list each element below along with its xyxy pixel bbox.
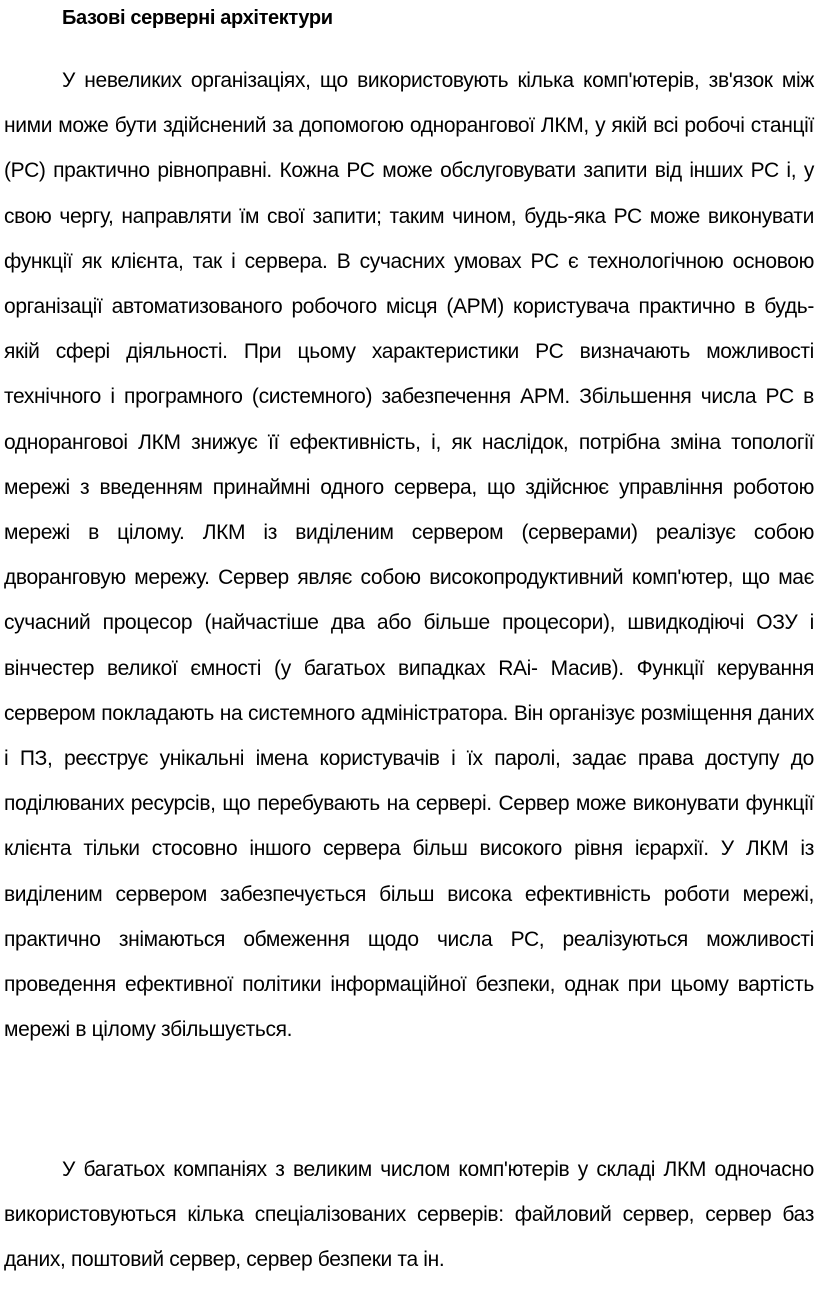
section-heading: Базові серверні архітектури [62,7,333,29]
body-paragraph: У багатьох компаніях з великим числом комп'ютерів у складі ЛКМ одночасно використовуються кілька спеціалізованих серверів: файловий сервер, сервер баз даних, поштовий сервер, сервер безпеки та ін. [4,1158,814,1272]
body-paragraph: У невеликих організаціях, що використовують кілька комп'ютерів, зв'язок між ними може бути здійснений за допомогою однорангової ЛКМ, у якій всі робочі станції (РС) практично рівноправні. Кожна РС може обслуговувати запити від інших РС і, у свою чергу, направляти їм свої запити; таким чином, будь-яка РС може виконувати функції як клієнта, так і сервера. В сучасних умовах РС є технологічною основою організації автоматизованого робочого місця (АРМ) користувача практично в будь-якій сфері діяльності. При цьому характеристики РС визначають можливості технічного і програмного (системного) забезпечення АРМ. Збільшення числа РС в одноранговоі ЛКМ знижує її ефективність, і, як наслідок, потрібна зміна топології мережі з введенням принаймні одного сервера, що здійснює управління роботою мережі в цілому. ЛКМ із виділеним сервером (серверами) реалізує собою дворанговую мережу. Сервер являє собою високопродуктивний комп'ютер, що має сучасний процесор (найчастіше два або більше процесори), швидкодіючі ОЗУ і вінчестер великої ємності (у багатьох випадках RAi- Масив). Функції керування сервером покладають на системного адміністратора. Він організує розміщення даних і ПЗ, реєструє унікальні імена користувачів і їх паролі, задає права доступу до поділюваних ресурсів, що перебувають на сервері. Сервер може виконувати функції клієнта тільки стосовно іншого сервера більш високого рівня ієрархії. У ЛКМ із виділеним сервером забезпечується більш висока ефективність роботи мережі, практично знімаються обмеження щодо числа РС, реалізуються можливості проведення ефективної політики інформаційної безпеки, однак при цьому вартість мережі в цілому збільшується. [4,69,814,1042]
